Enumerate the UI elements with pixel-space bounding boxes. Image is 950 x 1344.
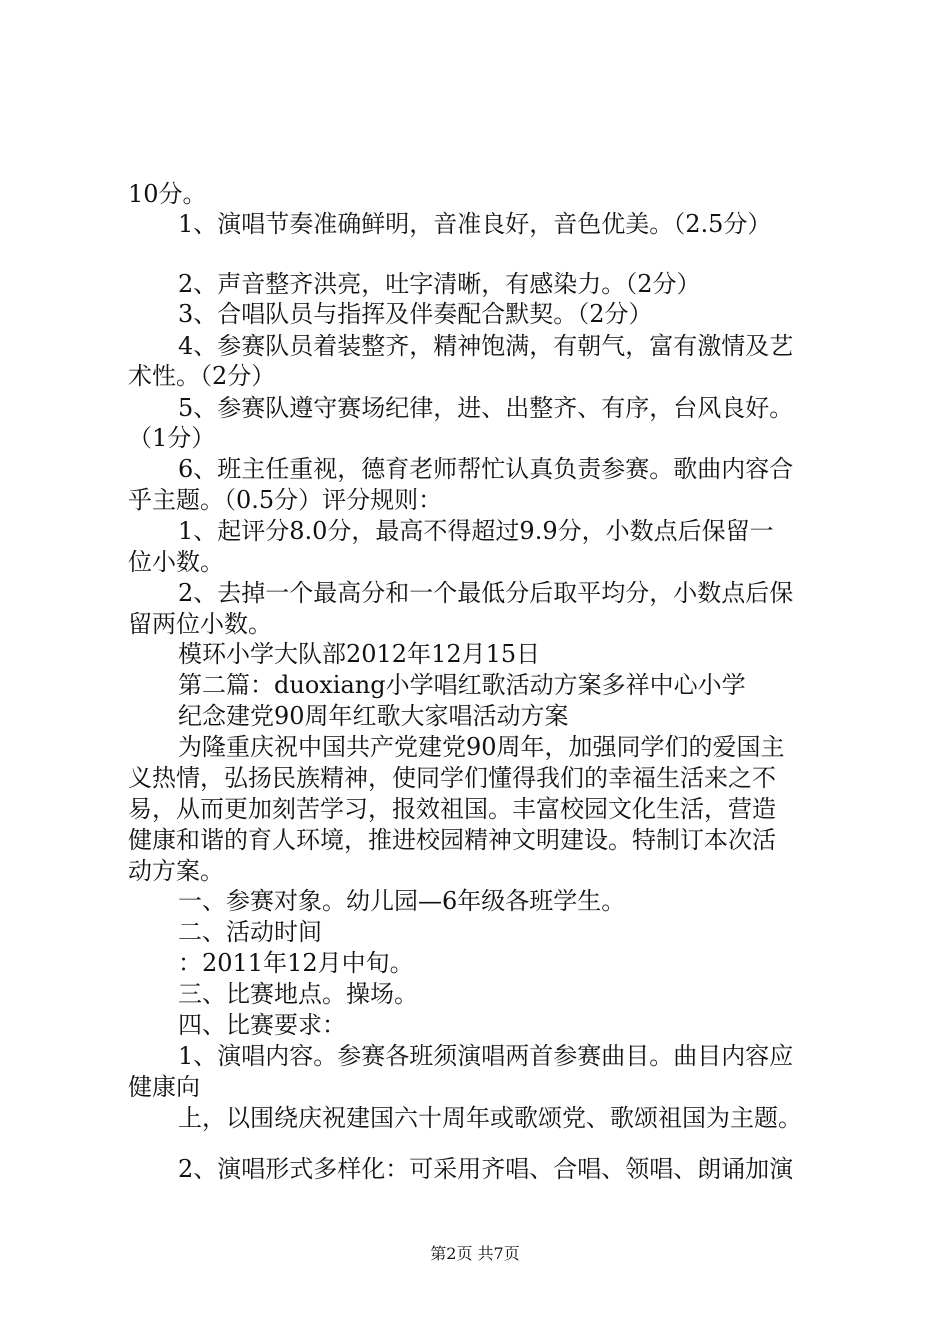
- text-line: 术性。（2分）: [128, 362, 276, 390]
- page-number: 第2页: [430, 1244, 473, 1263]
- text-line: 四、比赛要求：: [178, 1011, 346, 1039]
- text-line: 5、参赛队遵守赛场纪律，进、出整齐、有序，台风良好。: [178, 394, 794, 422]
- text-line: 1、演唱节奏准确鲜明，音准良好，音色优美。（2.5分）: [178, 210, 772, 238]
- text-line: （1分）: [128, 424, 216, 452]
- text-line: 6、班主任重视，德育老师帮忙认真负责参赛。歌曲内容合: [178, 455, 794, 483]
- text-line: 2、去掉一个最高分和一个最低分后取平均分，小数点后保: [178, 579, 794, 607]
- text-line: 一、参赛对象。幼儿园—6年级各班学生。: [178, 887, 626, 915]
- text-line: 纪念建党90周年红歌大家唱活动方案: [178, 702, 569, 730]
- text-line: 3、合唱队员与指挥及伴奏配合默契。（2分）: [178, 300, 653, 328]
- text-line: 留两位小数。: [128, 610, 272, 638]
- text-line: 2、演唱形式多样化：可采用齐唱、合唱、领唱、朗诵加演: [178, 1155, 794, 1183]
- page-total: 共7页: [477, 1244, 520, 1263]
- text-line: 2、声音整齐洪亮，吐字清晰，有感染力。（2分）: [178, 270, 701, 298]
- text-line: 动方案。: [128, 857, 224, 885]
- text-line: 10分。: [128, 180, 207, 208]
- text-line: 为隆重庆祝中国共产党建党90周年，加强同学们的爱国主: [178, 733, 785, 761]
- text-line: 4、参赛队员着装整齐，精神饱满，有朝气，富有激情及艺: [178, 332, 794, 360]
- text-line: 上，以围绕庆祝建国六十周年或歌颂党、歌颂祖国为主题。: [178, 1104, 802, 1132]
- text-line: 1、演唱内容。参赛各班须演唱两首参赛曲目。曲目内容应: [178, 1042, 794, 1070]
- text-line: 健康和谐的育人环境，推进校园精神文明建设。特制订本次活: [128, 826, 776, 854]
- text-line: 位小数。: [128, 548, 224, 576]
- section-heading: 第二篇：duoxiang小学唱红歌活动方案多祥中心小学: [178, 671, 746, 699]
- text-line: 二、活动时间: [178, 918, 322, 946]
- text-line: 三、比赛地点。操场。: [178, 980, 418, 1008]
- text-line: 模环小学大队部2012年12月15日: [178, 640, 541, 668]
- text-line: 易，从而更加刻苦学习，报效祖国。丰富校园文化生活，营造: [128, 795, 776, 823]
- text-line: 义热情，弘扬民族精神，使同学们懂得我们的幸福生活来之不: [128, 764, 776, 792]
- text-line: 健康向: [128, 1073, 200, 1101]
- text-line: 乎主题。（0.5分）评分规则：: [128, 486, 443, 514]
- page-footer: [0, 1243, 950, 1265]
- text-line: 1、起评分8.0分，最高不得超过9.9分，小数点后保留一: [178, 517, 774, 545]
- text-line: ：2011年12月中旬。: [178, 949, 414, 977]
